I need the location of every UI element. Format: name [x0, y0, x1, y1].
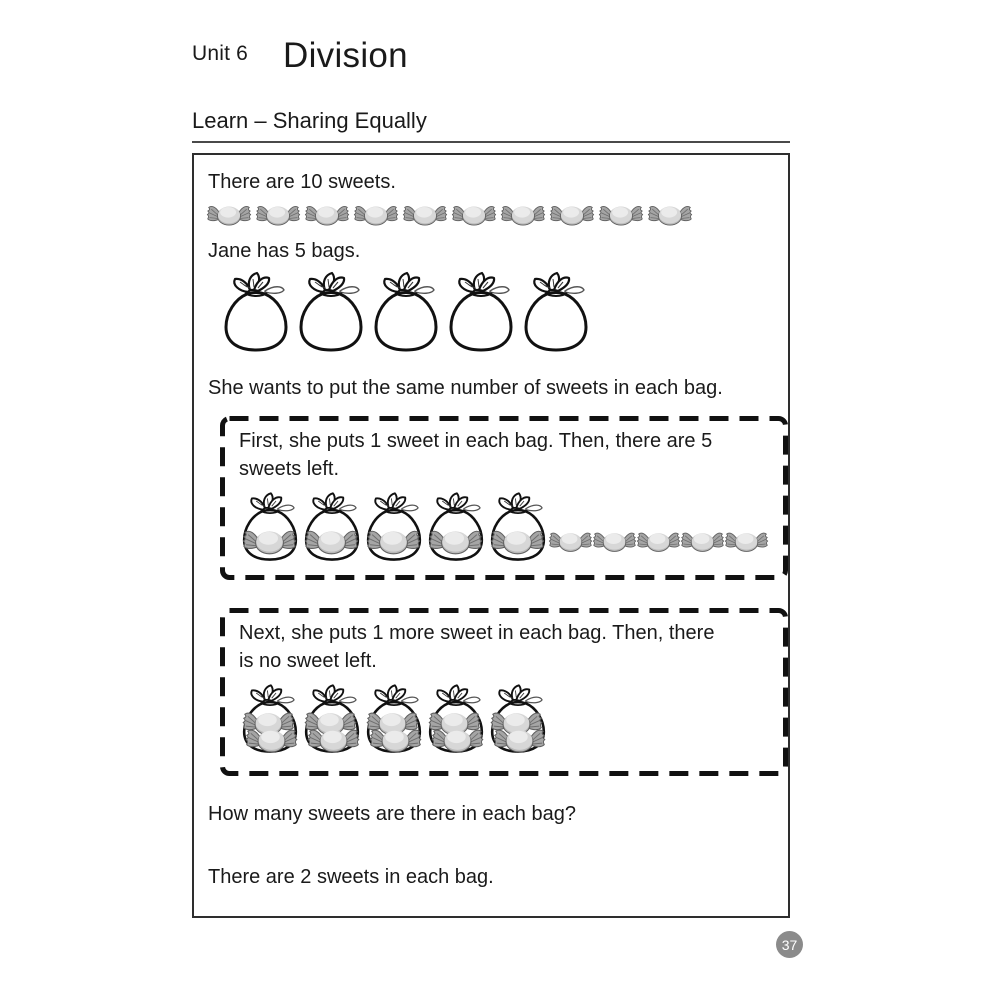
bag-icon [295, 269, 367, 353]
page-title: Division [283, 36, 408, 75]
bag-with-sweet [487, 488, 549, 564]
candy-icon [368, 724, 423, 755]
candy-icon [549, 201, 595, 228]
candy-icon [303, 525, 360, 557]
sweets-intro-text: There are 10 sweets. [208, 171, 396, 193]
candy-icon [430, 724, 485, 755]
candy-icon [598, 201, 644, 228]
leftover-sweets [549, 488, 769, 554]
bag-icon [370, 269, 442, 353]
step1-row [239, 488, 789, 564]
candy-icon [500, 201, 546, 228]
candy-icon [427, 525, 484, 557]
lesson-box [192, 153, 790, 918]
step2-box [219, 607, 789, 777]
bag-with-sweet [239, 488, 301, 564]
candy-icon [306, 724, 361, 755]
candy-icon [724, 528, 769, 554]
step1-text: First, she puts 1 sweet in each bag. Then, there are 5 sweets left. [239, 430, 713, 481]
bag-with-two-sweets [487, 680, 549, 756]
candy-icon [592, 528, 637, 554]
bag-with-two-sweets [425, 680, 487, 756]
candy-icon [206, 201, 252, 228]
bag-with-sweet [363, 488, 425, 564]
bags-intro-text: Jane has 5 bags. [208, 240, 361, 262]
bag-icon [220, 269, 292, 353]
candy-icon [548, 528, 593, 554]
step2-text: Next, she puts 1 more sweet in each bag. Then, there is no sweet left. [239, 622, 715, 673]
candy-icon [402, 201, 448, 228]
candy-icon [304, 201, 350, 228]
candy-icon [244, 724, 299, 755]
bag-icon [445, 269, 517, 353]
answer-text: There are 2 sweets in each bag. [208, 866, 494, 888]
candy-icon [647, 201, 693, 228]
step2-bags [239, 680, 549, 756]
bags-row [220, 269, 774, 353]
candy-icon [365, 525, 422, 557]
candy-icon [636, 528, 681, 554]
candy-icon [255, 201, 301, 228]
candy-icon [680, 528, 725, 554]
step1-box [219, 415, 789, 581]
bag-with-sweet [301, 488, 363, 564]
section-heading: Learn – Sharing Equally [192, 108, 790, 143]
question-text: How many sweets are there in each bag? [208, 803, 576, 825]
candy-icon [492, 724, 547, 755]
bag-with-sweet [425, 488, 487, 564]
candy-icon [489, 525, 546, 557]
step2-row [239, 680, 789, 756]
candy-icon [241, 525, 298, 557]
unit-label: Unit 6 [192, 42, 249, 65]
bag-with-two-sweets [239, 680, 301, 756]
candy-icon [353, 201, 399, 228]
candy-icon [451, 201, 497, 228]
page-number-badge: 37 [776, 931, 803, 958]
bag-with-two-sweets [363, 680, 425, 756]
bag-icon [520, 269, 592, 353]
sweets-row [206, 201, 774, 228]
bag-with-two-sweets [301, 680, 363, 756]
step1-bags [239, 488, 549, 564]
goal-text: She wants to put the same number of sweets in each bag. [208, 377, 723, 399]
